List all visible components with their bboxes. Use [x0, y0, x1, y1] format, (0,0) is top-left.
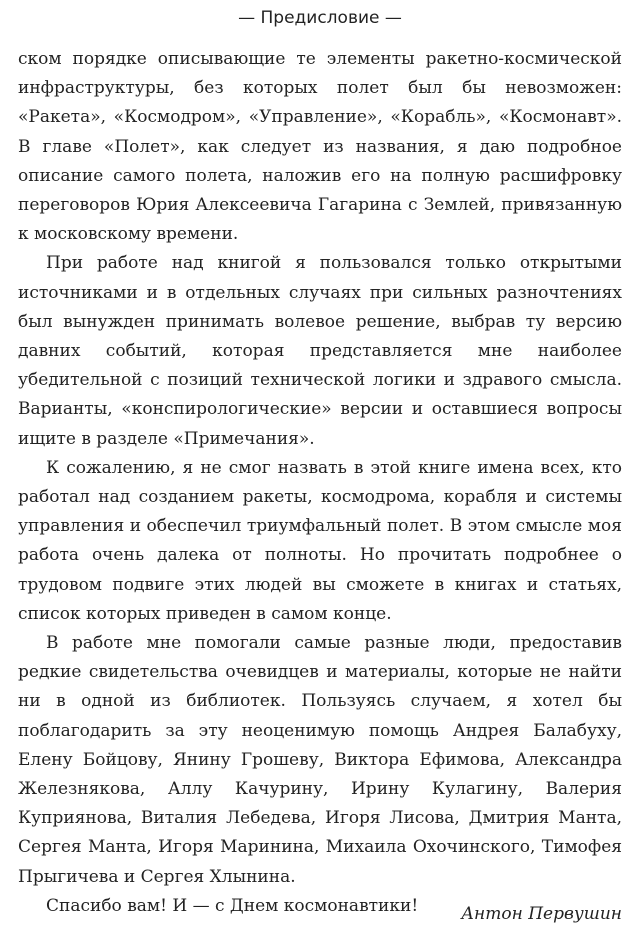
paragraph-regret: К сожалению, я не смог назвать в этой книге имена всех, кто работал над созданием ракеты, космодрома, корабля и системы управления и обеспечил триумфальный полет. В этом смысле моя работа очень далека от полноты. Но прочитать подробнее о трудовом подвиге этих людей вы сможете в книгах и статьях, список которых приведен в самом конце.: [18, 457, 622, 624]
body-text: [18, 45, 622, 921]
paragraph-thanks: Спасибо вам! И — с Днем космонавтики!: [46, 895, 419, 916]
paragraph-sources: При работе над книгой я пользовался только открытыми источниками и в отдельных случаях при сильных разночтениях был вынужден принимать волевое решение, выбрав ту версию давних событий, которая представляется мне наиболее убедительной с позиций технической логики и здравого смысла. Варианты, «конспирологические» версии и оставшиеся вопросы ищите в разделе «Примечания».: [18, 253, 622, 449]
paragraph-continued: ском порядке описывающие те элементы ракетно-космической инфраструктуры, без которых полет был бы невозможен: «Ракета», «Космодром», «Управление», «Корабль», «Космонавт». В главе «Полет», как следует из названия, я даю подробное описание самого полета, наложив его на полную расшифровку переговоров Юрия Алексеевича Гагарина с Землей, привязанную к московскому времени.: [18, 49, 622, 245]
author-signature: Антон Первушин: [461, 904, 622, 924]
book-page: [18, 0, 622, 940]
paragraph-acknowledgements: В работе мне помогали самые разные люди, предоставив редкие свидетельства очевидцев и материалы, которые не найти ни в одной из библиотек. Пользуясь случаем, я хотел бы поблагодарить за эту неоценимую помощь Андрея Балабуху, Елену Бойцову, Янину Грошеву, Виктора Ефимова, Александра Железнякова, Аллу Качурину, Ирину Кулагину, Валерия Куприянова, Виталия Лебедева, Игоря Лисова, Дмитрия Манта, Сергея Манта, Игоря Маринина, Михаила Охочинского, Тимофея Прыгичева и Сергея Хлынина.: [18, 633, 622, 887]
running-header: — Предисловие —: [238, 8, 402, 28]
